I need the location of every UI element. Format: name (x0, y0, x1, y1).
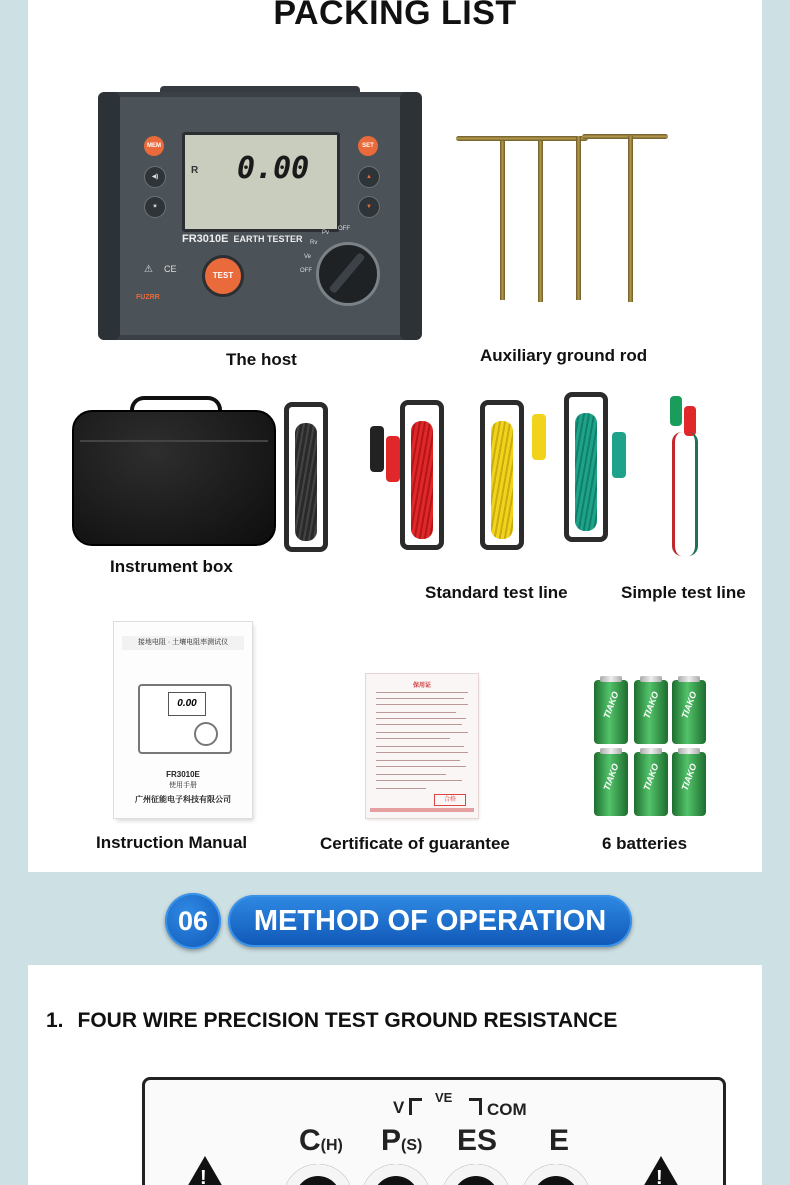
reel-green (564, 392, 608, 542)
knob-label-rv: Rv (310, 240, 318, 246)
manual-header: 接地电阻 · 土壤电阻率测试仪 (122, 636, 244, 650)
simple-test-line (658, 392, 708, 560)
certificate-document (366, 674, 478, 818)
warning-left-icon (183, 1156, 227, 1185)
battery: TIAKO (634, 680, 668, 744)
label-es: ES (457, 1124, 498, 1157)
host-device (100, 92, 420, 340)
section-number-badge: 06 (165, 893, 221, 949)
terminal-e (521, 1164, 591, 1185)
label-v: V (393, 1098, 405, 1117)
terminal-es (441, 1164, 511, 1185)
batteries (594, 676, 734, 820)
battery: TIAKO (634, 752, 668, 816)
battery: TIAKO (594, 752, 628, 816)
instrument-box (72, 398, 276, 548)
manual-model: FR3010E (166, 770, 200, 779)
function-knob (316, 242, 380, 306)
up-arrow-icon: ▲ (358, 166, 380, 188)
manual-subtitle: 使用手册 (169, 782, 197, 789)
step-title-text: FOUR WIRE PRECISION TEST GROUND RESISTANCE (77, 1009, 618, 1032)
terminal-panel-diagram (142, 1077, 726, 1185)
instruction-manual (114, 622, 252, 818)
down-arrow-icon: ▼ (358, 196, 380, 218)
caption-box: Instrument box (110, 557, 233, 576)
battery: TIAKO (672, 752, 706, 816)
bag-zipper (80, 440, 268, 442)
operation-panel (28, 965, 762, 1185)
caption-host: The host (226, 350, 297, 369)
clip-green (612, 432, 626, 478)
test-button: TEST (202, 255, 244, 297)
packing-list-title: PACKING LIST (273, 0, 517, 32)
battery: TIAKO (594, 680, 628, 744)
bag-body (72, 410, 276, 546)
light-icon: ✷ (144, 196, 166, 218)
clip-yellow (532, 414, 546, 460)
manual-lcd: 0.00 (168, 692, 206, 716)
label-e: E (549, 1124, 570, 1157)
knob-label-off-bottom: OFF (300, 268, 312, 274)
bracket-left (409, 1098, 422, 1115)
manual-company: 广州征能电子科技有限公司 (135, 795, 231, 804)
terminal-c (283, 1164, 353, 1185)
rod (628, 136, 633, 302)
knob-label-off-top: OFF (338, 226, 350, 232)
label-p: P(S) (381, 1124, 423, 1157)
label-com: COM (487, 1100, 527, 1119)
certificate-stamp: 合格 (434, 794, 466, 806)
knob-label-ve: Ve (304, 254, 312, 260)
rod (576, 136, 581, 300)
label-ve: VE (435, 1090, 453, 1105)
rod (538, 136, 543, 302)
step-title (46, 1009, 617, 1033)
clip-black (370, 426, 384, 472)
label-c: C(H) (299, 1124, 343, 1157)
rod-handle (582, 134, 668, 139)
caption-standard-line: Standard test line (425, 583, 568, 602)
packing-list-panel (28, 0, 762, 872)
manual-knob (194, 722, 218, 746)
terminal-p (361, 1164, 431, 1185)
warning-icon: ⚠ (144, 264, 153, 275)
ground-rods (456, 130, 676, 306)
clip-red (386, 436, 400, 482)
caption-certificate: Certificate of guarantee (320, 834, 510, 853)
section-title: METHOD OF OPERATION (228, 895, 632, 947)
rod (500, 136, 505, 300)
host-bumper-left (98, 92, 120, 340)
clip-green-small (670, 396, 682, 426)
reel-black (284, 402, 328, 552)
mem-button: MEM (144, 136, 164, 156)
host-lcd (182, 132, 340, 232)
speaker-icon: ◀) (144, 166, 166, 188)
caption-batteries: 6 batteries (602, 834, 688, 853)
warning-right-icon (639, 1156, 683, 1185)
simple-wire (672, 432, 698, 556)
caption-rod: Auxiliary ground rod (480, 346, 648, 365)
battery: TIAKO (672, 680, 706, 744)
host-bumper-right (400, 92, 422, 340)
certificate-title: 保用证 (412, 683, 431, 689)
host-brand: FUZRR (136, 294, 160, 301)
host-model-label: FR3010E EARTH TESTER (182, 233, 303, 245)
caption-manual: Instruction Manual (96, 833, 248, 852)
lcd-value: 0.00 (237, 151, 310, 186)
standard-test-lines (278, 392, 638, 562)
set-button: SET (358, 136, 378, 156)
reel-red (400, 400, 444, 550)
lcd-unit: R (191, 165, 199, 176)
knob-label-pv: Pv (322, 230, 330, 236)
manual-device-illustration (138, 684, 232, 754)
bracket-right (469, 1098, 482, 1115)
reel-yellow (480, 400, 524, 550)
caption-simple-line: Simple test line (621, 583, 746, 602)
ce-mark-icon: CE (164, 264, 177, 274)
step-number: 1. (46, 1009, 64, 1032)
